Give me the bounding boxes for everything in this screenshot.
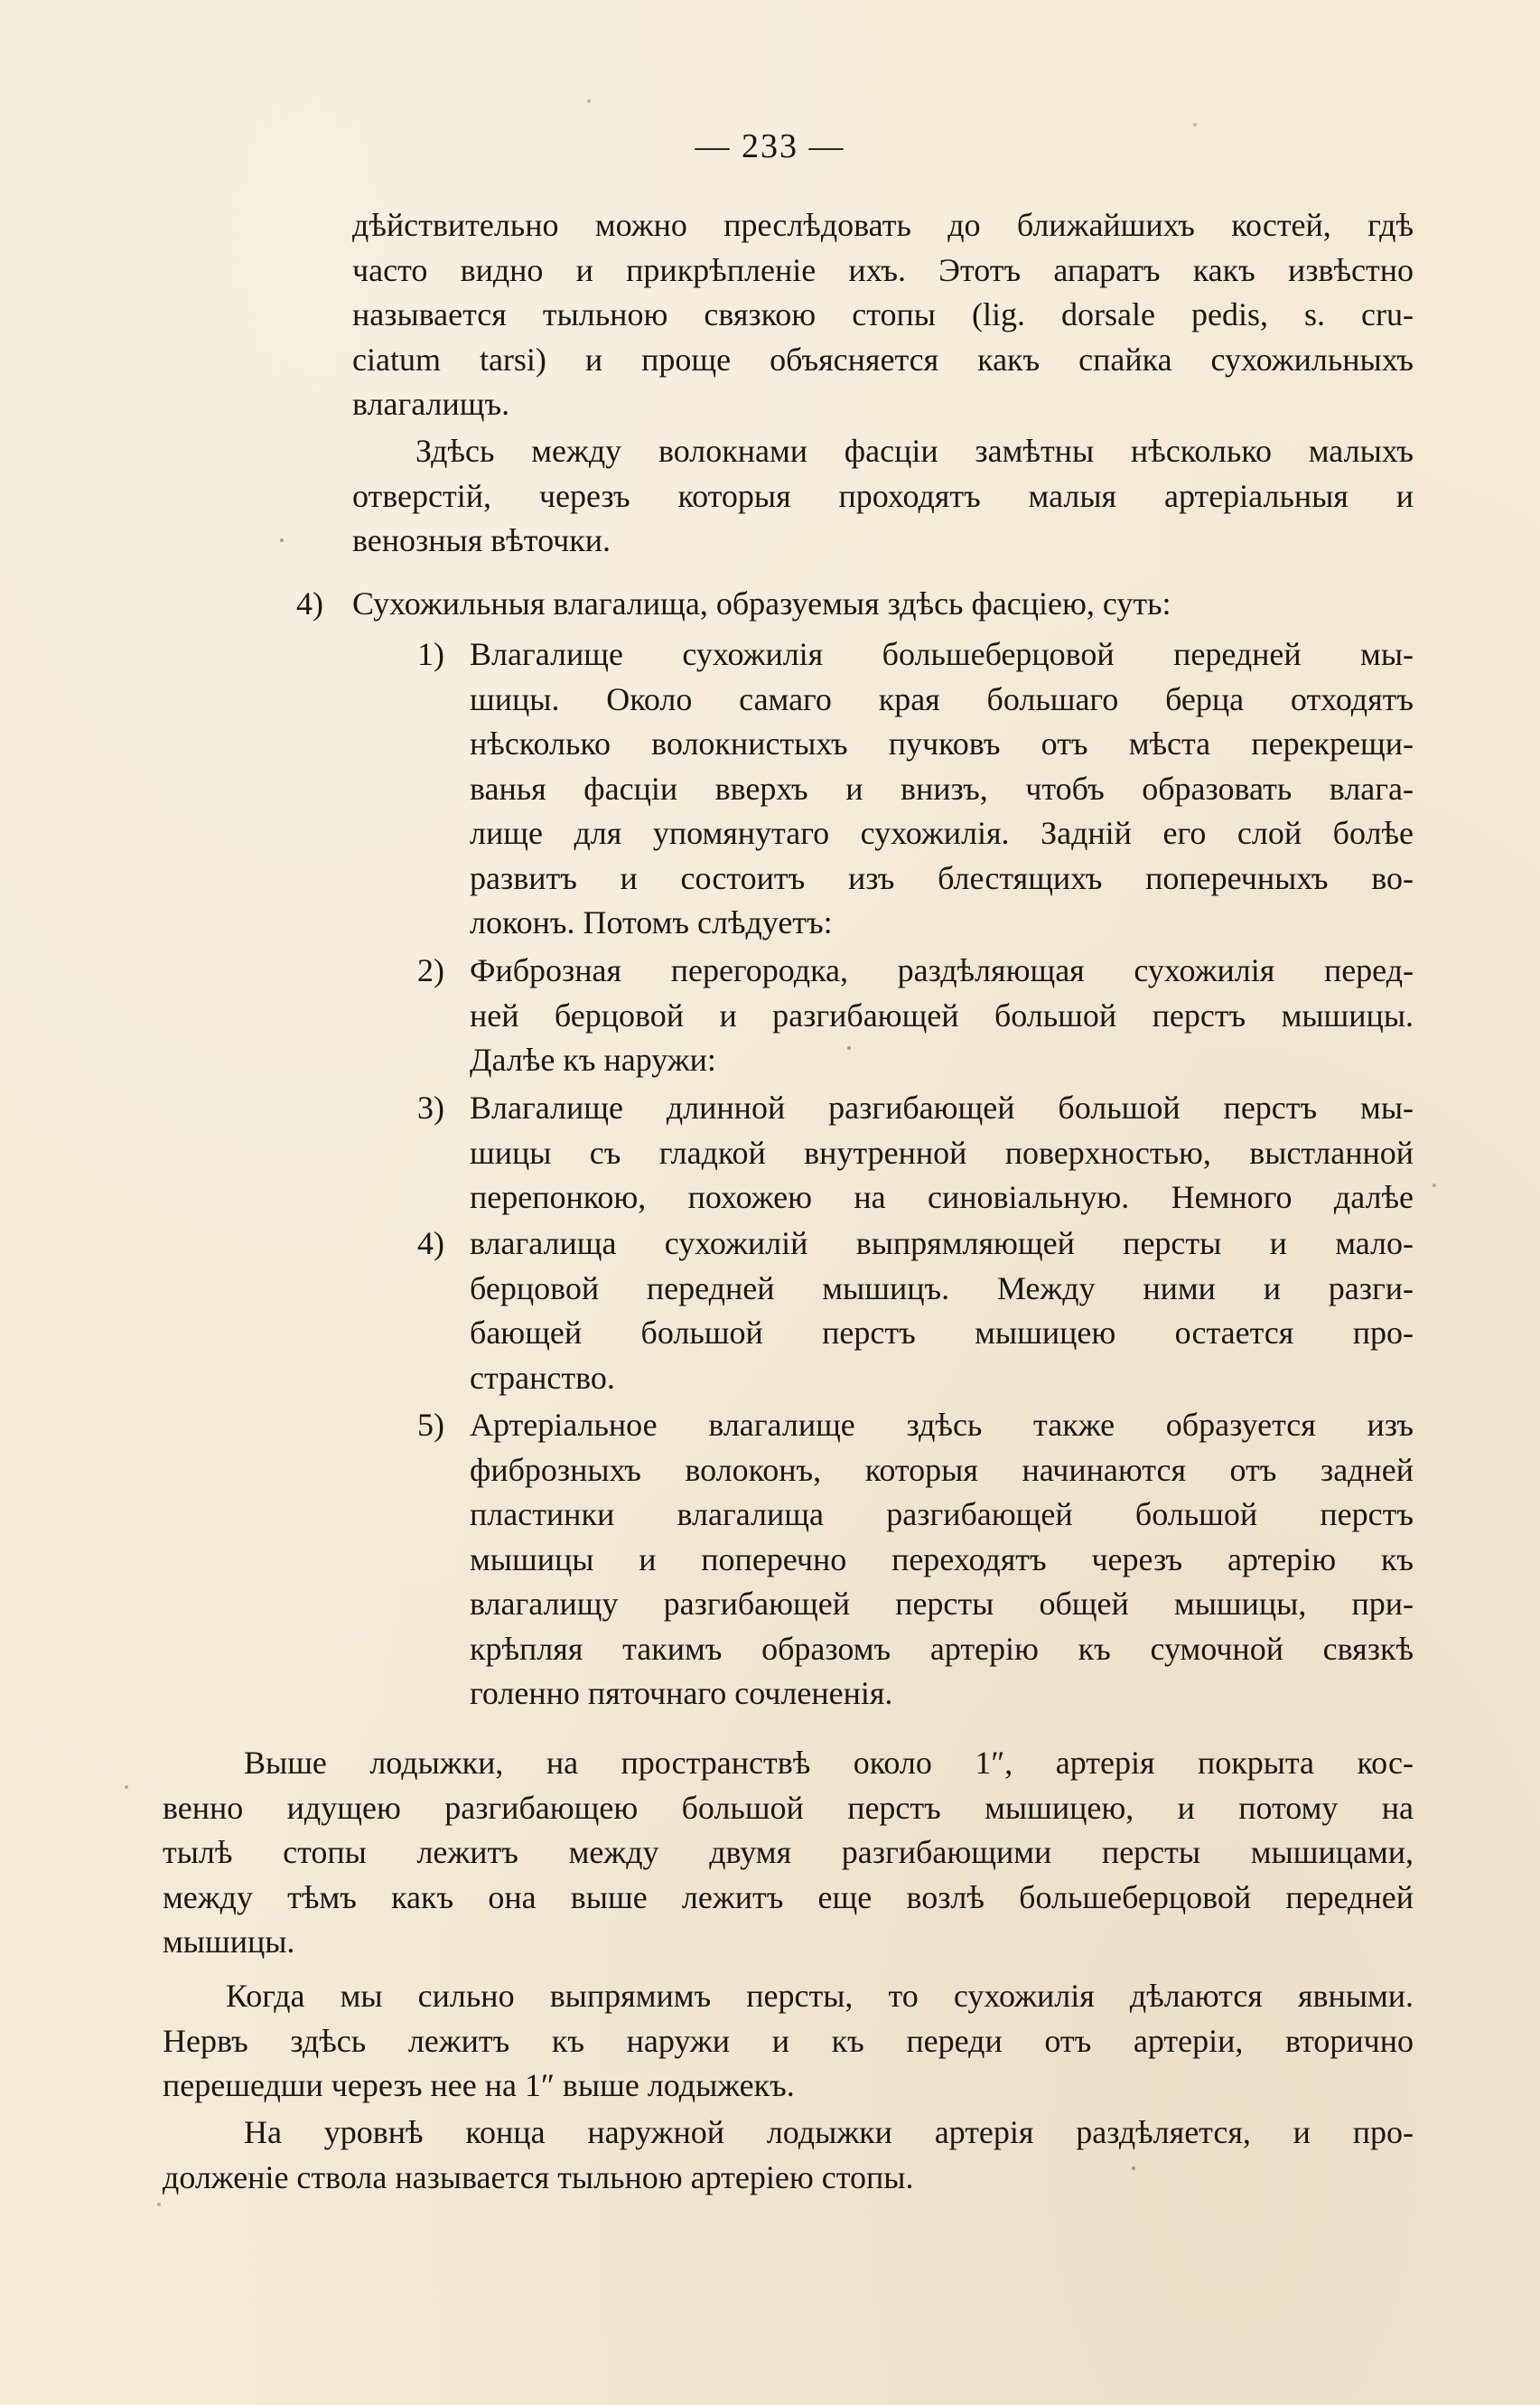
text-line: пластинки влагалища разгибающей большой перстъ — [470, 1496, 1414, 1532]
text-line: тылѣ стопы лежитъ между двумя разгибающими персты мышицами, — [163, 1834, 1414, 1870]
page-number: — 233 — — [695, 127, 845, 165]
text-line: отверстій, черезъ которыя проходятъ малыя артеріальныя и — [352, 477, 1414, 514]
text-line: венозныя вѣточки. — [352, 522, 611, 558]
text-line: странство. — [470, 1359, 615, 1396]
text-line: Сухожильныя влагалища, образуемыя здѣсь фасціею, суть: — [352, 585, 1171, 622]
text-line: Влагалище длинной разгибающей большой перстъ мы- — [470, 1090, 1414, 1126]
text-line: шицы. Около самаго края большаго берца отходятъ — [470, 680, 1414, 717]
sub-item-number: 4) — [417, 1225, 444, 1261]
text-line: развитъ и состоитъ изъ блестящихъ поперечныхъ во- — [470, 859, 1414, 896]
text-line: лище для упомянутаго сухожилія. Задній его слой болѣе — [470, 815, 1414, 851]
text-line: мышицы и поперечно переходятъ черезъ артерію къ — [470, 1540, 1414, 1577]
text-line: Здѣсь между волокнами фасціи замѣтны нѣсколько малыхъ — [415, 433, 1414, 469]
text-line: На уровнѣ конца наружной лодыжки артерія раздѣляется, и про- — [244, 2114, 1414, 2150]
text-line: Выше лодыжки, на пространствѣ около 1″, артерія покрыта кос- — [244, 1745, 1414, 1781]
text-line: крѣпляя такимъ образомъ артерію къ сумочной связкѣ — [470, 1630, 1414, 1667]
text-line: влагалищъ. — [352, 386, 510, 422]
text-line: Когда мы сильно выпрямимъ персты, то сухожилія дѣлаются явными. — [226, 1978, 1414, 2014]
text-line: берцовой передней мышицъ. Между ними и разги- — [470, 1269, 1414, 1306]
sub-item-number: 5) — [417, 1407, 444, 1443]
text-line: мышицы. — [163, 1923, 295, 1960]
text-line: Далѣе къ наружи: — [470, 1042, 716, 1078]
text-line: локонъ. Потомъ слѣдуетъ: — [470, 904, 833, 940]
text-line: перешедши черезъ нее на 1″ выше лодыжекъ. — [163, 2067, 795, 2103]
text-line: фиброзныхъ волоконъ, которыя начинаются отъ задней — [470, 1451, 1414, 1488]
text-line: нѣсколько волокнистыхъ пучковъ отъ мѣста перекрещи- — [470, 725, 1414, 762]
text-line: Нервъ здѣсь лежитъ къ наружи и къ переди отъ артеріи, вторично — [163, 2022, 1414, 2059]
text-line: долженіе ствола называется тыльною артеріею стопы. — [163, 2158, 914, 2195]
text-line: венно идущею разгибающею большой перстъ мышицею, и потому на — [163, 1789, 1414, 1826]
text-line: ciatum tarsi) и проще объясняется какъ спайка сухожильныхъ — [352, 341, 1414, 378]
text-line: влагалищу разгибающей персты общей мышицы, при- — [470, 1586, 1414, 1622]
text-line: Влагалище сухожилія большеберцовой передней мы- — [470, 636, 1414, 672]
text-line: перепонкою, похожею на синовіальную. Немного далѣе — [470, 1179, 1414, 1215]
sub-item-number: 2) — [417, 952, 444, 988]
text-line: часто видно и прикрѣпленіе ихъ. Этотъ апаратъ какъ извѣстно — [352, 251, 1414, 288]
text-line: Артеріальное влагалище здѣсь также образуется изъ — [470, 1407, 1414, 1443]
item-number: 4) — [296, 585, 323, 622]
text-line: между тѣмъ какъ она выше лежитъ еще возлѣ большеберцовой передней — [163, 1878, 1414, 1915]
text-line: ванья фасціи вверхъ и внизъ, чтобъ образовать влага- — [470, 770, 1414, 807]
text-line: шицы съ гладкой внутренной поверхностью, выстланной — [470, 1134, 1414, 1171]
text-line: Фиброзная перегородка, раздѣляющая сухожилія перед- — [470, 952, 1414, 988]
text-line: бающей большой перстъ мышицею остается про- — [470, 1315, 1414, 1351]
sub-item-number: 3) — [417, 1090, 444, 1126]
text-line: называется тыльною связкою стопы (lig. dorsale pedis, s. cru- — [352, 296, 1414, 332]
text-line: голенно пяточнаго сочлененія. — [470, 1675, 893, 1711]
text-line: ней берцовой и разгибающей большой перстъ мышицы. — [470, 997, 1414, 1034]
text-line: влагалища сухожилій выпрямляющей персты и мало- — [470, 1225, 1414, 1261]
sub-item-number: 1) — [417, 636, 444, 672]
text-line: дѣйствительно можно преслѣдовать до ближайшихъ костей, гдѣ — [352, 207, 1414, 243]
